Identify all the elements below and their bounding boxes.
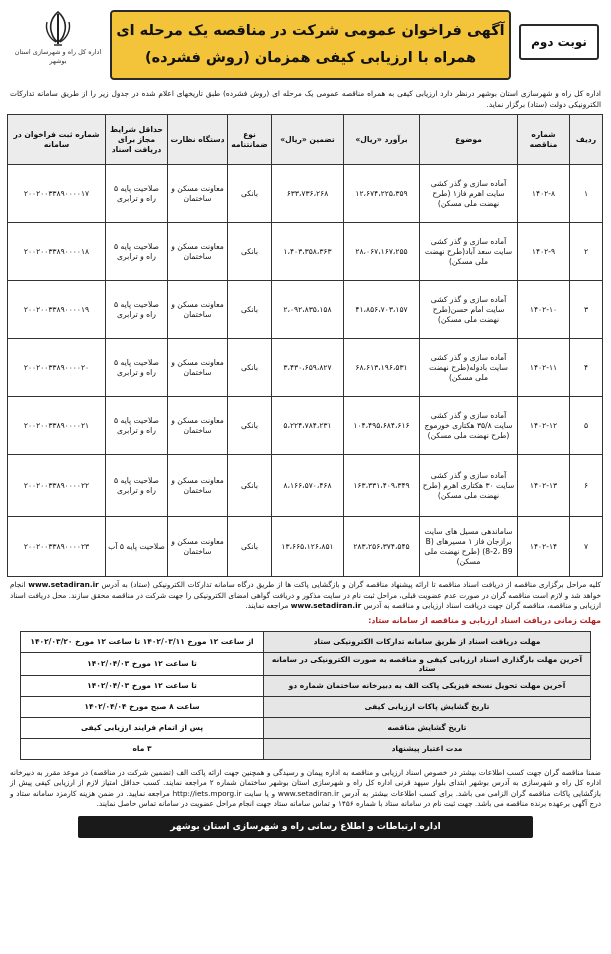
cell-guarantee: ۵،۲۲۴،۷۸۴،۲۳۱ bbox=[272, 397, 344, 455]
col-header-supervisor: دستگاه نظارت bbox=[168, 115, 228, 165]
schedule-label: آخرین مهلت تحویل نسخه فیزیکی پاکت الف به دبیرخانه ساختمان شماره دو bbox=[264, 675, 591, 696]
schedule-label: مدت اعتبار پیشنهاد bbox=[264, 738, 591, 759]
cell-row-no: ۱ bbox=[570, 165, 603, 223]
schedule-table bbox=[20, 631, 591, 760]
col-header-registration-no: شماره ثبت فراخوان در سامانه bbox=[8, 115, 106, 165]
cell-min-requirements: صلاحیت پایه ۵ راه و ترابری bbox=[106, 339, 168, 397]
cell-row-no: ۴ bbox=[570, 339, 603, 397]
schedule-label: تاریخ گشایش پاکات ارزیابی کیفی bbox=[264, 696, 591, 717]
iran-emblem-icon bbox=[41, 8, 75, 48]
cell-tender-no: ۱۴۰۲-۹ bbox=[518, 223, 570, 281]
cell-min-requirements: صلاحیت پایه ۵ راه و ترابری bbox=[106, 281, 168, 339]
cell-row-no: ۲ bbox=[570, 223, 603, 281]
schedule-row bbox=[21, 696, 591, 717]
cell-guarantee: ۱،۴۰۳،۳۵۸،۳۶۳ bbox=[272, 223, 344, 281]
cell-registration-no: ۲۰۰۲۰۰۳۳۸۹۰۰۰۰۲۰ bbox=[8, 339, 106, 397]
cell-row-no: ۷ bbox=[570, 517, 603, 577]
schedule-value: ۳ ماه bbox=[21, 738, 264, 759]
notice-header bbox=[8, 6, 603, 86]
cell-estimate: ۱۲،۶۷۴،۲۲۵،۳۵۹ bbox=[344, 165, 420, 223]
cell-registration-no: ۲۰۰۲۰۰۳۳۸۹۰۰۰۰۱۹ bbox=[8, 281, 106, 339]
schedule-value: تا ساعت ۱۲ مورخ ۱۴۰۲/۰۴/۰۳ bbox=[21, 652, 264, 675]
cell-guarantee: ۸،۱۶۶،۵۷۰،۴۶۸ bbox=[272, 455, 344, 517]
title-line-2: همراه با ارزیابی کیفی همزمان (روش فشرده) bbox=[144, 50, 477, 66]
notes-part-1: کلیه مراحل برگزاری مناقصه از دریافت اسناد مناقصه تا ارائه پیشنهاد مناقصه گران و بازگشایی پاکت ها از طریق درگاه سامانه تدارکات الکترونیکی (ستاد) به آدرس bbox=[101, 580, 602, 589]
cell-supervisor: معاونت مسکن و ساختمان bbox=[168, 165, 228, 223]
cell-guarantee-type: بانکی bbox=[228, 339, 272, 397]
cell-row-no: ۵ bbox=[570, 397, 603, 455]
col-header-guarantee-type: نوع ضمانتنامه bbox=[228, 115, 272, 165]
cell-supervisor: معاونت مسکن و ساختمان bbox=[168, 517, 228, 577]
cell-row-no: ۳ bbox=[570, 281, 603, 339]
cell-min-requirements: صلاحیت پایه ۵ راه و ترابری bbox=[106, 223, 168, 281]
contact-info-text: ضمنا مناقصه گران جهت کسب اطلاعات بیشتر در خصوص اسناد ارزیابی و مناقصه به اداره پیمان و رسیدگی و همچنین جهت ارائه پاکت الف (تضمین شرکت در مناقصه) در موعد مقرر به دبیرخانه اداره کل راه و شهرسازی به آدرس بوشهر ابتدای بلوار سپهد قرنی اداره کل راه و شهرسازی استان بوشهر ساختمان شماره ۲ مراجعه نمایند. کسب حداقل امتیاز لازم از ارزیابی کیفی پیش از بازگشایی پاکات مناقصه گران الزامی می باشد. برای کسب اطلاعات بیشتر به آدرس www.setadiran.ir و یا سایت http://iets.mporg.ir مراجعه نمایید. در ضمن هزینه کارمزد سامانه ستاد و درج آگهی برعهده برنده مناقصه می باشد. جهت ثبت نام در سامانه ستاد با شماره ۱۴۵۶ و تماس سامانه ستاد جهت انجام مراحل عضویت در سامانه تماس حاصل نمایند. bbox=[10, 767, 601, 808]
cell-tender-no: ۱۴۰۲-۱۰ bbox=[518, 281, 570, 339]
intro-text: اداره کل راه و شهرسازی استان بوشهر درنظر دارد ارزیابی کیفی به همراه مناقصه عمومی یک مرحله ای (روش فشرده) طبق تاریخهای اعلام شده در جدول زیر را از طریق سامانه تدارکات الکترونیکی دولت (ستاد) برگزار نماید. bbox=[10, 89, 601, 109]
cell-tender-no: ۱۴۰۲-۱۲ bbox=[518, 397, 570, 455]
cell-estimate: ۶۸،۶۱۳،۱۹۶،۵۳۱ bbox=[344, 339, 420, 397]
cell-guarantee-type: بانکی bbox=[228, 455, 272, 517]
title-line-1: آگهی فراخوان عمومی شرکت در مناقصه یک مرحله ای bbox=[116, 23, 505, 39]
cell-registration-no: ۲۰۰۲۰۰۳۳۸۹۰۰۰۰۲۳ bbox=[8, 517, 106, 577]
schedule-row bbox=[21, 652, 591, 675]
col-header-tender-no: شماره مناقصه bbox=[518, 115, 570, 165]
cell-min-requirements: صلاحیت پایه ۵ راه و ترابری bbox=[106, 455, 168, 517]
publisher-bar: اداره ارتباطات و اطلاع رسانی راه و شهرسازی استان بوشهر bbox=[78, 816, 533, 838]
schedule-title: مهلت زمانی دریافت اسناد ارزیابی و مناقصه از سامانه ستاد: bbox=[368, 615, 601, 625]
cell-guarantee-type: بانکی bbox=[228, 165, 272, 223]
schedule-label: تاریخ گشایش مناقصه bbox=[264, 717, 591, 738]
cell-min-requirements: صلاحیت پایه ۵ آب bbox=[106, 517, 168, 577]
cell-supervisor: معاونت مسکن و ساختمان bbox=[168, 223, 228, 281]
notes-part-2: انجام خواهد شد و لازم است مناقصه گران در صورت عدم عضویت قبلی، مراحل ثبت نام در سایت مذکور و دریافت گواهی امضای الکترونیکی را جهت شرکت در مناقصه محقق سازند. محل دریافت اسناد ارزیابی و مناقصه، مناقصه گران جهت دریافت اسناد ارزیابی و مناقصه به آدرس bbox=[10, 580, 601, 610]
cell-subject: آماده سازی و گذر کشی سایت اهرم فاز۱ (طرح نهضت ملی مسکن) bbox=[420, 165, 518, 223]
cell-guarantee-type: بانکی bbox=[228, 397, 272, 455]
schedule-label: مهلت دریافت اسناد از طریق سامانه تدارکات الکترونیکی ستاد bbox=[264, 631, 591, 652]
schedule-value: تا ساعت ۱۲ مورخ ۱۴۰۲/۰۴/۰۳ bbox=[21, 675, 264, 696]
setadiran-link-2[interactable]: www.setadiran.ir bbox=[290, 601, 362, 610]
table-row bbox=[8, 455, 603, 517]
table-row bbox=[8, 165, 603, 223]
cell-estimate: ۱۶۳،۳۳۱،۴۰۹،۳۴۹ bbox=[344, 455, 420, 517]
procedure-notes bbox=[8, 577, 603, 614]
cell-supervisor: معاونت مسکن و ساختمان bbox=[168, 455, 228, 517]
cell-min-requirements: صلاحیت پایه ۵ راه و ترابری bbox=[106, 165, 168, 223]
table-header-row bbox=[8, 115, 603, 165]
org-name-small: اداره کل راه و شهرسازی استان بوشهر bbox=[14, 48, 102, 65]
schedule-row bbox=[21, 738, 591, 759]
cell-row-no: ۶ bbox=[570, 455, 603, 517]
col-header-min-requirements: حداقل شرایط مجاز برای دریافت اسناد bbox=[106, 115, 168, 165]
cell-subject: ساماندهی مسیل های سایت برازجان فاز ۱ مسیرهای (B 8-2، B9) (طرح نهضت ملی مسکن) bbox=[420, 517, 518, 577]
table-row bbox=[8, 223, 603, 281]
cell-subject: آماده سازی و گذر کشی سایت ۳۰ هکتاری اهرم (طرح نهضت ملی مسکن) bbox=[420, 455, 518, 517]
cell-estimate: ۱۰۴،۴۹۵،۶۸۴،۶۱۶ bbox=[344, 397, 420, 455]
cell-min-requirements: صلاحیت پایه ۵ راه و ترابری bbox=[106, 397, 168, 455]
schedule-row bbox=[21, 675, 591, 696]
cell-estimate: ۲۸۳،۲۵۶،۳۷۴،۵۴۵ bbox=[344, 517, 420, 577]
cell-guarantee-type: بانکی bbox=[228, 223, 272, 281]
cell-guarantee: ۲،۰۹۲،۸۳۵،۱۵۸ bbox=[272, 281, 344, 339]
title-banner bbox=[110, 10, 511, 80]
schedule-value: پس از اتمام فرایند ارزیابی کیفی bbox=[21, 717, 264, 738]
col-header-guarantee: تضمین «ریال» bbox=[272, 115, 344, 165]
cell-guarantee-type: بانکی bbox=[228, 517, 272, 577]
cell-guarantee: ۱۳،۶۶۵،۱۲۶،۸۵۱ bbox=[272, 517, 344, 577]
cell-guarantee-type: بانکی bbox=[228, 281, 272, 339]
cell-subject: آماده سازی و گذر کشی سایت ۳۵/۸ هکتاری خورموج (طرح نهضت ملی مسکن) bbox=[420, 397, 518, 455]
table-row bbox=[8, 517, 603, 577]
cell-subject: آماده سازی و گذر کشی سایت سعد آباد(طرح نهضت ملی مسکن) bbox=[420, 223, 518, 281]
cell-registration-no: ۲۰۰۲۰۰۳۳۸۹۰۰۰۰۲۱ bbox=[8, 397, 106, 455]
schedule-row bbox=[21, 717, 591, 738]
notes-part-3: مراجعه نمایند. bbox=[245, 601, 289, 610]
cell-registration-no: ۲۰۰۲۰۰۳۳۸۹۰۰۰۰۱۷ bbox=[8, 165, 106, 223]
schedule-value: ساعت ۸ صبح مورخ ۱۴۰۲/۰۴/۰۴ bbox=[21, 696, 264, 717]
schedule-value: از ساعت ۱۲ مورخ ۱۴۰۲/۰۳/۱۱ تا ساعت ۱۲ مورخ ۱۴۰۲/۰۳/۲۰ bbox=[21, 631, 264, 652]
table-row bbox=[8, 339, 603, 397]
cell-subject: آماده سازی و گذر کشی سایت امام حسن(طرح نهضت ملی مسکن) bbox=[420, 281, 518, 339]
cell-subject: آماده سازی و گذر کشی سایت بادوله(طرح نهضت ملی مسکن) bbox=[420, 339, 518, 397]
tender-table bbox=[7, 114, 603, 577]
cell-supervisor: معاونت مسکن و ساختمان bbox=[168, 397, 228, 455]
col-header-estimate: برآورد «ریال» bbox=[344, 115, 420, 165]
cell-registration-no: ۲۰۰۲۰۰۳۳۸۹۰۰۰۰۲۲ bbox=[8, 455, 106, 517]
round-badge: نوبت دوم bbox=[519, 24, 599, 60]
org-logo bbox=[10, 8, 106, 80]
setadiran-link[interactable]: www.setadiran.ir bbox=[28, 580, 99, 589]
col-header-subject: موضوع bbox=[420, 115, 518, 165]
table-row bbox=[8, 397, 603, 455]
cell-registration-no: ۲۰۰۲۰۰۳۳۸۹۰۰۰۰۱۸ bbox=[8, 223, 106, 281]
cell-tender-no: ۱۴۰۲-۱۴ bbox=[518, 517, 570, 577]
cell-guarantee: ۳،۴۳۰،۶۵۹،۸۲۷ bbox=[272, 339, 344, 397]
cell-tender-no: ۱۴۰۲-۱۱ bbox=[518, 339, 570, 397]
col-header-row-no: ردیف bbox=[570, 115, 603, 165]
cell-tender-no: ۱۴۰۲-۸ bbox=[518, 165, 570, 223]
cell-estimate: ۲۸،۰۶۷،۱۶۷،۲۵۵ bbox=[344, 223, 420, 281]
cell-supervisor: معاونت مسکن و ساختمان bbox=[168, 281, 228, 339]
cell-supervisor: معاونت مسکن و ساختمان bbox=[168, 339, 228, 397]
table-row bbox=[8, 281, 603, 339]
cell-tender-no: ۱۴۰۲-۱۳ bbox=[518, 455, 570, 517]
cell-guarantee: ۶۳۳،۷۳۶،۲۶۸ bbox=[272, 165, 344, 223]
schedule-label: آخرین مهلت بارگذاری اسناد ارزیابی کیفی و مناقصه به صورت الکترونیکی در سامانه ستاد bbox=[264, 652, 591, 675]
schedule-row bbox=[21, 631, 591, 652]
cell-estimate: ۴۱،۸۵۶،۷۰۳،۱۵۷ bbox=[344, 281, 420, 339]
